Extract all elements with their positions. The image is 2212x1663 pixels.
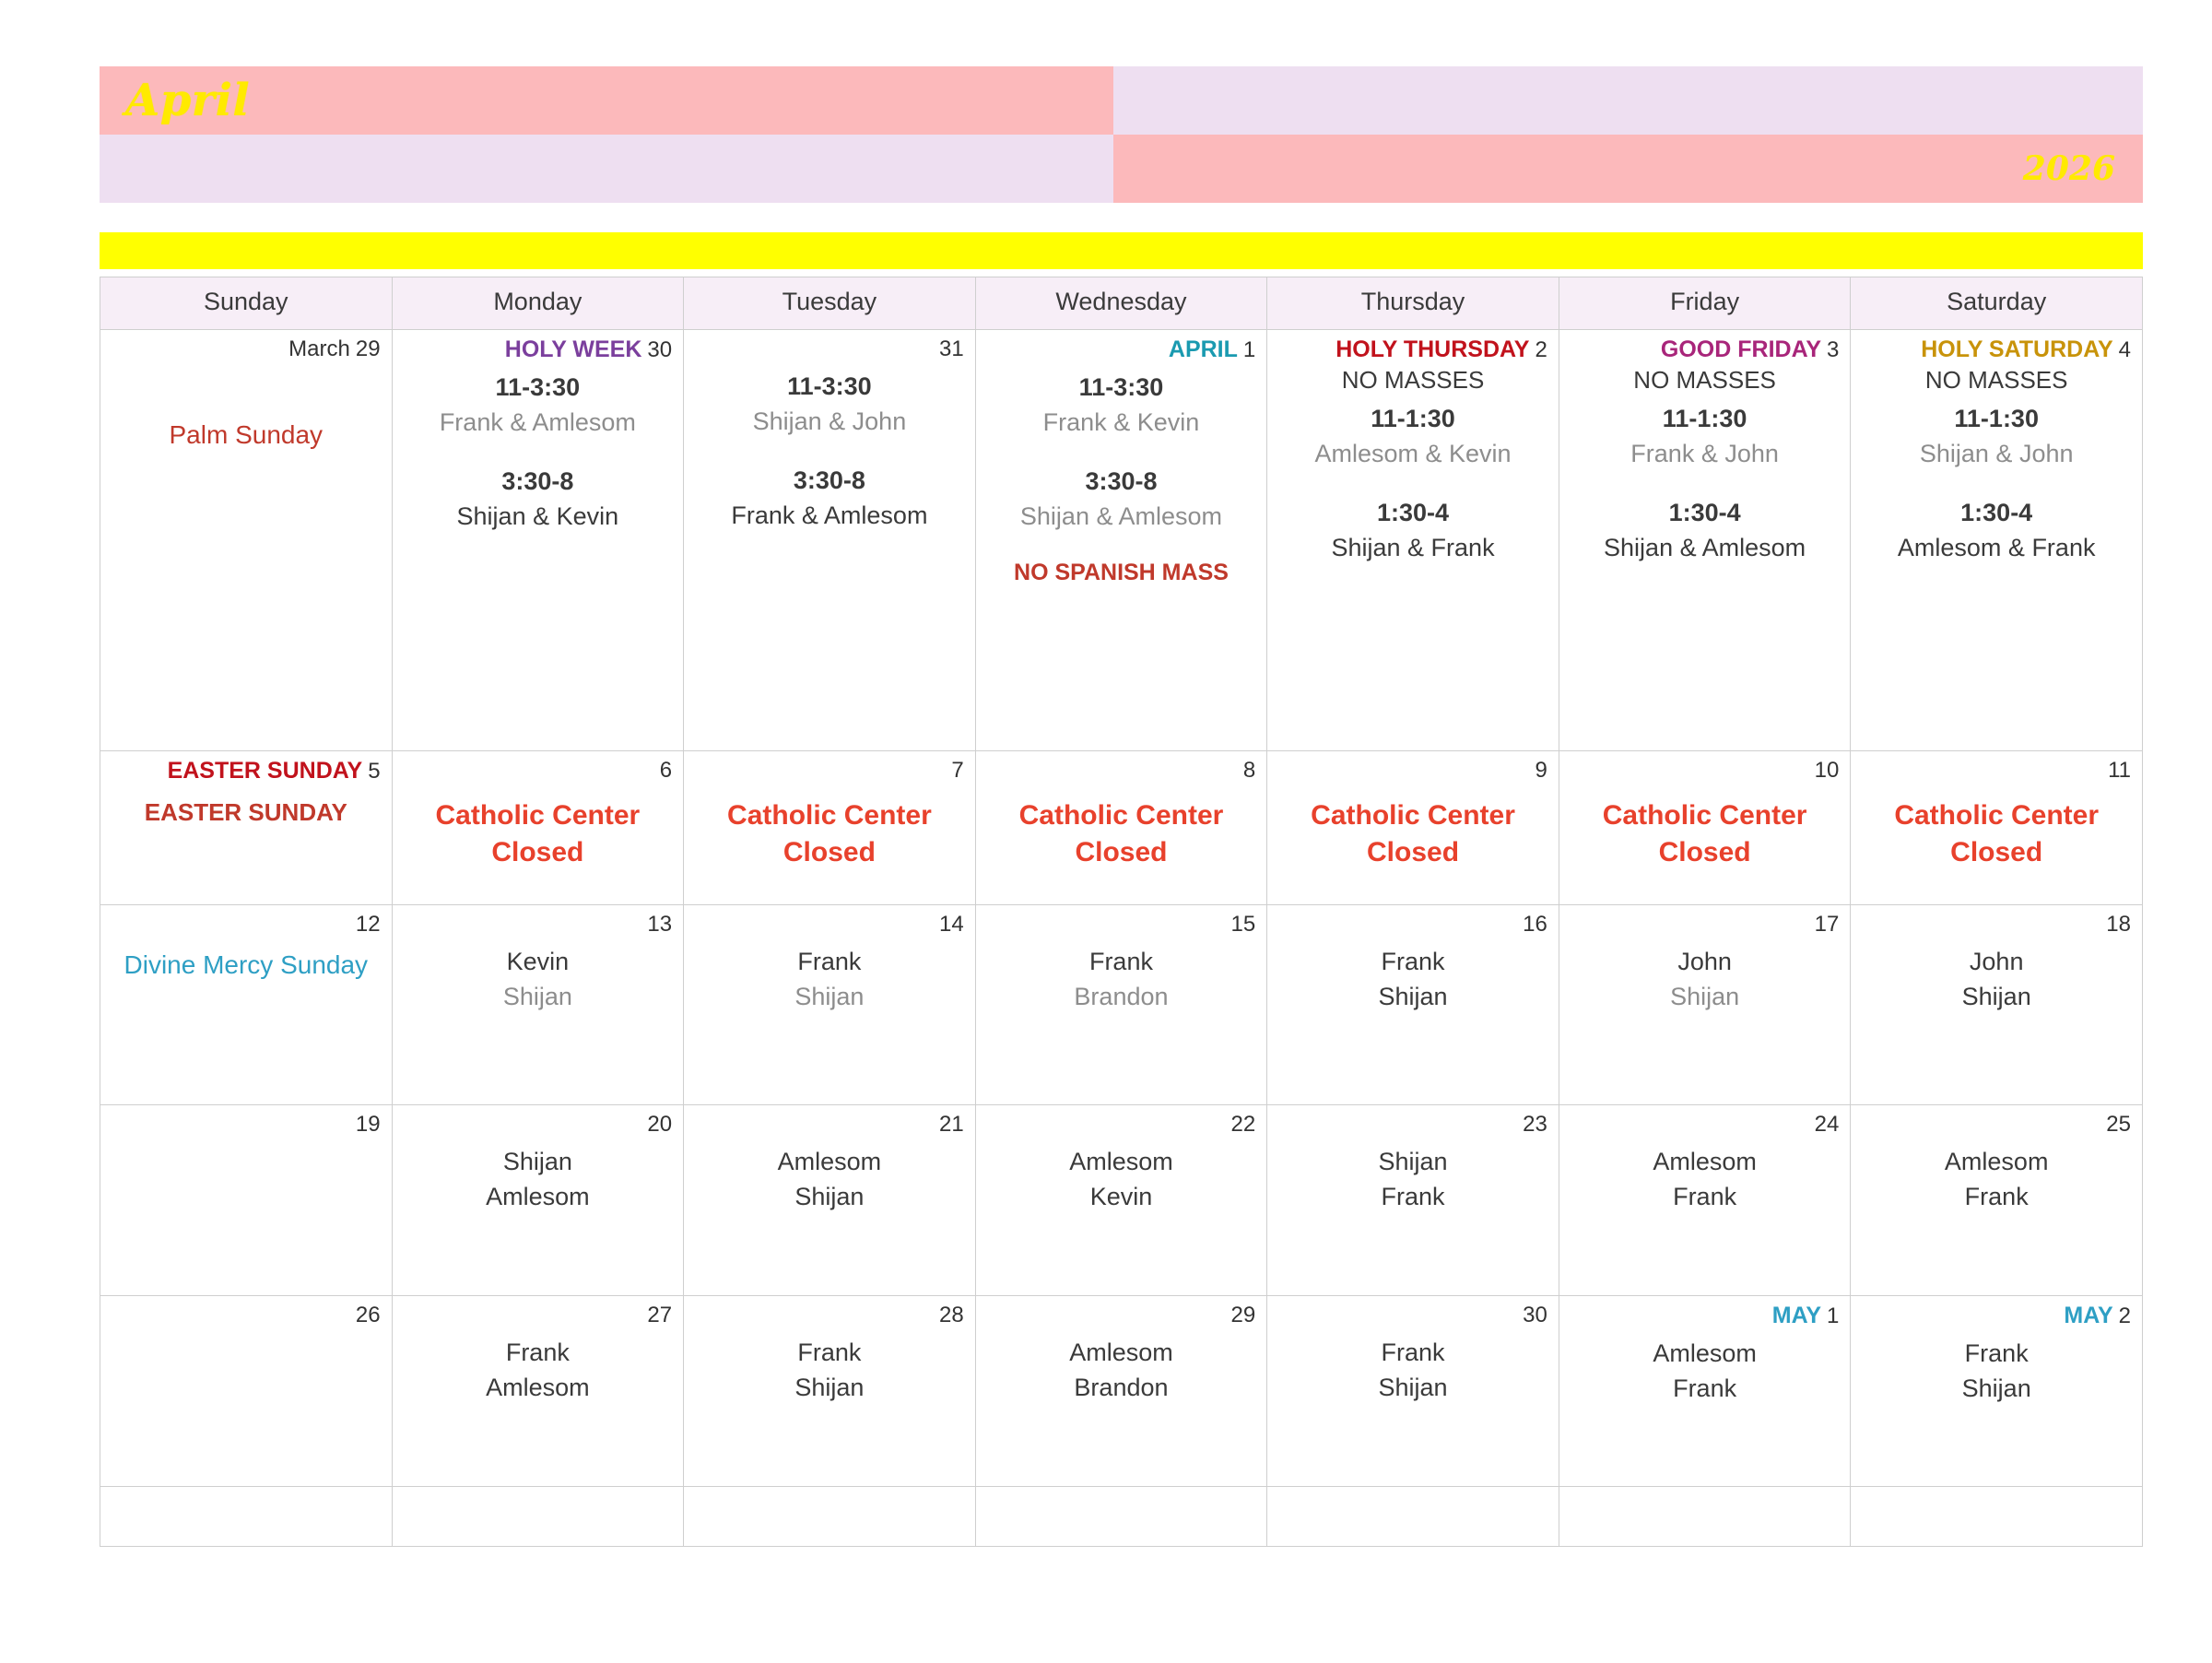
weekday-header-saturday: Saturday: [1851, 277, 2143, 330]
shift-gap: [404, 440, 673, 464]
shift-gap: [695, 439, 964, 463]
banner-year-band: [1113, 135, 2143, 203]
weekday-header-wednesday: Wednesday: [975, 277, 1267, 330]
day-number: 5: [368, 759, 381, 784]
day-number-line: [1862, 1302, 2131, 1330]
day-label: HOLY THURSDAY: [1335, 336, 1530, 362]
shift-time: 3:30-8: [793, 466, 865, 494]
calendar-day-cell[interactable]: [1267, 751, 1559, 905]
shift-names: Shijan & Amlesom: [1019, 502, 1223, 530]
shift-time: 3:30-8: [1085, 467, 1158, 495]
shift-time: 1:30-4: [1960, 499, 2033, 526]
calendar-day-cell[interactable]: [100, 1105, 393, 1296]
day-number: 1: [1242, 337, 1256, 362]
assignment-name: Amlesom: [1944, 1148, 2049, 1175]
assignment-names: [1278, 1144, 1547, 1214]
assignment-name: Amlesom: [1069, 1339, 1173, 1366]
day-number-line: [1862, 336, 2131, 364]
day-label: GOOD FRIDAY: [1660, 336, 1822, 362]
day-label: HOLY SATURDAY: [1921, 336, 2113, 362]
calendar-day-cell[interactable]: [392, 1296, 684, 1487]
assignment-names: [1862, 1144, 2131, 1214]
calendar-day-cell[interactable]: [684, 751, 976, 905]
center-closed-note: Catholic Center Closed: [1018, 800, 1224, 867]
shift-names: Frank & Amlesom: [731, 501, 928, 529]
calendar-week-row: [100, 751, 2143, 905]
calendar-day-cell[interactable]: [1851, 905, 2143, 1105]
assignment-names: [1571, 944, 1840, 1014]
day-number: 16: [1523, 912, 1547, 937]
assignment-name: Brandon: [1074, 1374, 1169, 1401]
calendar-day-cell[interactable]: [1267, 1105, 1559, 1296]
calendar-day-cell[interactable]: [1267, 905, 1559, 1105]
shift-names: Shijan & John: [1919, 440, 2074, 467]
banner-month-band: [100, 66, 1113, 135]
day-number: 14: [938, 912, 964, 937]
day-number: 29: [355, 336, 381, 361]
calendar-day-cell[interactable]: [1559, 1296, 1851, 1487]
assignment-name: Shijan: [1961, 1374, 2031, 1402]
day-number: 6: [659, 758, 673, 783]
center-closed-note: Catholic Center Closed: [1311, 800, 1515, 867]
assignment-name: Frank: [1964, 1339, 2029, 1367]
assignment-name: Frank: [1673, 1374, 1737, 1402]
assignment-name: Shijan: [794, 1374, 865, 1401]
assignment-name: Amlesom: [486, 1183, 590, 1210]
day-number-line: [695, 757, 964, 784]
assignment-name: John: [1677, 948, 1732, 975]
assignment-name: Frank: [1088, 948, 1153, 975]
banner-bottom-left-band: [100, 135, 1113, 203]
day-number-line: [695, 1111, 964, 1138]
assignment-name: Amlesom: [1069, 1148, 1173, 1175]
day-label: EASTER SUNDAY: [167, 758, 363, 784]
shift-gap: [987, 440, 1256, 464]
day-number-line: [404, 757, 673, 784]
day-label: MAY: [2064, 1303, 2113, 1328]
day-number-line: [112, 1111, 381, 1138]
shift-names: Shijan & Frank: [1331, 534, 1495, 561]
day-number-line: [404, 336, 673, 364]
day-number-line: [695, 336, 964, 363]
assignment-name: Frank: [1964, 1183, 2029, 1210]
day-number: 17: [1814, 912, 1840, 937]
day-number: 30: [647, 337, 673, 362]
shift-time: 1:30-4: [1668, 499, 1741, 526]
assignment-names: [987, 1144, 1256, 1214]
shift-list: [1278, 401, 1547, 565]
day-number: 25: [2106, 1112, 2131, 1137]
day-number: 3: [1827, 337, 1840, 362]
assignment-names: [695, 1144, 964, 1214]
day-number: 12: [355, 912, 381, 937]
assignment-name: Frank: [1381, 1339, 1445, 1366]
shift-list: [404, 370, 673, 534]
shift-names: Frank & Amlesom: [439, 408, 636, 436]
calendar-body: [100, 330, 2143, 1547]
shift-list: [695, 369, 964, 533]
shift-time: 11-1:30: [1662, 405, 1747, 432]
assignment-names: [1571, 1144, 1840, 1214]
day-number-line: [1278, 1111, 1547, 1138]
day-number: 13: [647, 912, 673, 937]
assignment-names: [404, 1144, 673, 1214]
calendar-day-cell[interactable]: [975, 1105, 1267, 1296]
shift-time: 11-3:30: [495, 373, 581, 401]
banner-top-right-band: [1113, 66, 2143, 135]
day-number-line: [1571, 911, 1840, 938]
assignment-names: [404, 944, 673, 1014]
day-number: 28: [938, 1303, 964, 1327]
assignment-name: Shijan: [502, 983, 572, 1010]
calendar-day-cell[interactable]: [975, 751, 1267, 905]
shift-time: 11-3:30: [1078, 373, 1164, 401]
day-number-line: [112, 911, 381, 938]
day-label: March: [288, 336, 350, 361]
day-number: 10: [1814, 758, 1840, 783]
assignment-name: Frank: [797, 948, 862, 975]
calendar-table: [100, 277, 2143, 1547]
day-label: APRIL: [1168, 336, 1238, 362]
shift-gap: [1862, 471, 2131, 495]
day-number-line: [112, 1302, 381, 1329]
center-closed-note: Catholic Center Closed: [1894, 800, 2100, 867]
no-spanish-mass-note: NO SPANISH MASS: [1014, 560, 1229, 585]
day-number: 2: [1535, 337, 1547, 362]
shift-list: [987, 370, 1256, 534]
shift-time: 11-1:30: [1954, 405, 2039, 432]
shift-time: 3:30-8: [501, 467, 574, 495]
weekday-header-row: [100, 277, 2143, 330]
day-number: 29: [1230, 1303, 1256, 1327]
calendar-day-cell[interactable]: [392, 1487, 684, 1547]
day-number-line: [1571, 1111, 1840, 1138]
day-number-line: [695, 911, 964, 938]
calendar-week-row: [100, 1105, 2143, 1296]
day-number: 11: [2108, 758, 2131, 783]
day-number-line: [404, 1302, 673, 1329]
day-label: MAY: [1771, 1303, 1822, 1328]
calendar-day-cell[interactable]: [392, 330, 684, 751]
assignment-name: Shijan: [1961, 983, 2031, 1010]
assignment-name: Shijan: [794, 983, 865, 1010]
day-number-line: [1571, 1302, 1840, 1330]
calendar-day-cell[interactable]: [100, 1296, 393, 1487]
day-number: 27: [647, 1303, 673, 1327]
shift-time: 11-1:30: [1371, 405, 1455, 432]
day-number: 22: [1230, 1112, 1256, 1137]
calendar-day-cell[interactable]: [1267, 330, 1559, 751]
shift-gap: [1278, 471, 1547, 495]
day-label: HOLY WEEK: [504, 336, 642, 362]
day-number-line: [1862, 1111, 2131, 1138]
no-masses-note: NO MASSES: [1924, 366, 2068, 394]
center-closed-note: Catholic Center Closed: [727, 800, 932, 867]
day-number: 1: [1827, 1303, 1840, 1328]
day-number-line: [987, 1111, 1256, 1138]
no-masses-note: NO MASSES: [1341, 366, 1485, 394]
day-number-line: [987, 911, 1256, 938]
assignment-name: Shijan: [502, 1148, 572, 1175]
center-closed-note: Catholic Center Closed: [1602, 800, 1807, 867]
day-number-line: [1278, 1302, 1547, 1329]
calendar-banner: [100, 66, 2143, 203]
assignment-name: Amlesom: [486, 1374, 590, 1401]
shift-list: [1862, 401, 2131, 565]
calendar-day-cell[interactable]: [1559, 905, 1851, 1105]
day-number-line: [1278, 336, 1547, 364]
calendar-week-row: [100, 330, 2143, 751]
calendar-day-cell[interactable]: [1559, 751, 1851, 905]
assignment-names: [695, 944, 964, 1014]
day-number-line: [1571, 336, 1840, 364]
assignment-name: Frank: [797, 1339, 862, 1366]
day-number-line: [1862, 757, 2131, 784]
calendar-day-cell[interactable]: [1851, 1105, 2143, 1296]
calendar-day-cell[interactable]: [684, 905, 976, 1105]
weekday-header-friday: Friday: [1559, 277, 1851, 330]
calendar-day-cell[interactable]: [100, 905, 393, 1105]
calendar-day-cell[interactable]: [684, 1487, 976, 1547]
day-number: 2: [2118, 1303, 2131, 1328]
yellow-divider: [100, 232, 2143, 269]
calendar-day-cell[interactable]: [684, 1105, 976, 1296]
assignment-name: Frank: [1381, 1183, 1445, 1210]
shift-names: Frank & John: [1630, 440, 1779, 467]
shift-names: Shijan & Amlesom: [1604, 534, 1806, 561]
assignment-name: Shijan: [1670, 983, 1740, 1010]
day-number: 31: [938, 336, 964, 361]
calendar-week-row: [100, 905, 2143, 1105]
shift-names: Amlesom & Kevin: [1314, 440, 1512, 467]
calendar-day-cell[interactable]: [1559, 330, 1851, 751]
assignment-name: John: [1969, 948, 2024, 975]
calendar-day-cell[interactable]: [1559, 1487, 1851, 1547]
day-note: Palm Sunday: [169, 420, 324, 449]
assignment-name: Shijan: [794, 1183, 865, 1210]
assignment-names: [1278, 1335, 1547, 1405]
assignment-name: Amlesom: [777, 1148, 882, 1175]
weekday-header-thursday: Thursday: [1267, 277, 1559, 330]
calendar-day-cell[interactable]: [684, 330, 976, 751]
calendar-day-cell[interactable]: [1851, 330, 2143, 751]
assignment-names: [1862, 1336, 2131, 1406]
calendar-day-cell[interactable]: [975, 1296, 1267, 1487]
day-number: 19: [355, 1112, 381, 1137]
assignment-name: Shijan: [1378, 1374, 1448, 1401]
calendar-day-cell[interactable]: [392, 1105, 684, 1296]
day-number: 26: [355, 1303, 381, 1327]
no-masses-note: NO MASSES: [1633, 366, 1776, 394]
assignment-name: Frank: [505, 1339, 570, 1366]
easter-sunday-note: EASTER SUNDAY: [144, 798, 347, 826]
shift-time: 11-3:30: [787, 372, 872, 400]
day-number-line: [987, 336, 1256, 364]
weekday-header-tuesday: Tuesday: [684, 277, 976, 330]
day-number-line: [987, 757, 1256, 784]
shift-time: 1:30-4: [1377, 499, 1450, 526]
day-number-line: [695, 1302, 964, 1329]
assignment-names: [987, 944, 1256, 1014]
calendar-week-row: [100, 1487, 2143, 1547]
assignment-names: [695, 1335, 964, 1405]
day-number: 18: [2106, 912, 2131, 937]
shift-names: Shijan & Kevin: [456, 502, 619, 530]
day-number: 23: [1523, 1112, 1547, 1137]
assignment-name: Shijan: [1378, 983, 1448, 1010]
calendar-day-cell[interactable]: [100, 330, 393, 751]
calendar-day-cell[interactable]: [1851, 1487, 2143, 1547]
month-title: April: [125, 75, 251, 126]
day-number-line: [112, 757, 381, 785]
shift-names: Frank & Kevin: [1042, 408, 1200, 436]
calendar-day-cell[interactable]: [392, 751, 684, 905]
day-number: 7: [951, 758, 964, 783]
day-number: 4: [2118, 337, 2131, 362]
year-title: 2026: [2022, 149, 2115, 188]
day-number-line: [112, 336, 381, 363]
calendar-day-cell[interactable]: [1851, 1296, 2143, 1487]
assignment-names: [987, 1335, 1256, 1405]
weekday-header-sunday: Sunday: [100, 277, 393, 330]
banner-row-bottom: [100, 135, 2143, 203]
assignment-name: Kevin: [506, 948, 570, 975]
shift-list: [1571, 401, 1840, 565]
calendar-day-cell[interactable]: [1851, 751, 2143, 905]
assignment-name: Frank: [1381, 948, 1445, 975]
assignment-names: [1571, 1336, 1840, 1406]
day-number: 9: [1535, 758, 1547, 783]
shift-names: Shijan & John: [752, 407, 907, 435]
assignment-names: [1862, 944, 2131, 1014]
day-number: 30: [1523, 1303, 1547, 1327]
calendar-day-cell[interactable]: [1559, 1105, 1851, 1296]
day-number: 21: [938, 1112, 964, 1137]
assignment-name: Kevin: [1089, 1183, 1153, 1210]
assignment-name: Brandon: [1074, 983, 1169, 1010]
day-number-line: [404, 1111, 673, 1138]
assignment-name: Frank: [1673, 1183, 1737, 1210]
weekday-header-monday: Monday: [392, 277, 684, 330]
center-closed-note: Catholic Center Closed: [435, 800, 641, 867]
calendar-day-cell[interactable]: [975, 1487, 1267, 1547]
day-number-line: [1862, 911, 2131, 938]
calendar-day-cell[interactable]: [1267, 1487, 1559, 1547]
calendar-day-cell[interactable]: [1267, 1296, 1559, 1487]
calendar-day-cell[interactable]: [684, 1296, 976, 1487]
shift-gap: [1571, 471, 1840, 495]
day-number: 15: [1230, 912, 1256, 937]
assignment-names: [404, 1335, 673, 1405]
day-number-line: [404, 911, 673, 938]
day-number-line: [987, 1302, 1256, 1329]
day-number: 8: [1242, 758, 1256, 783]
shift-names: Amlesom & Frank: [1897, 534, 2096, 561]
day-number-line: [1278, 911, 1547, 938]
calendar-day-cell[interactable]: [100, 1487, 393, 1547]
day-number: 24: [1814, 1112, 1840, 1137]
assignment-name: Amlesom: [1653, 1339, 1757, 1367]
banner-row-top: [100, 66, 2143, 135]
calendar-day-cell[interactable]: [392, 905, 684, 1105]
day-number: 20: [647, 1112, 673, 1137]
assignment-name: Amlesom: [1653, 1148, 1757, 1175]
calendar-day-cell[interactable]: [975, 330, 1267, 751]
day-number-line: [1571, 757, 1840, 784]
calendar-day-cell[interactable]: [975, 905, 1267, 1105]
day-number-line: [1278, 757, 1547, 784]
calendar-day-cell[interactable]: [100, 751, 393, 905]
calendar-week-row: [100, 1296, 2143, 1487]
divine-mercy-note: Divine Mercy Sunday: [124, 950, 369, 979]
assignment-name: Shijan: [1378, 1148, 1448, 1175]
assignment-names: [1278, 944, 1547, 1014]
